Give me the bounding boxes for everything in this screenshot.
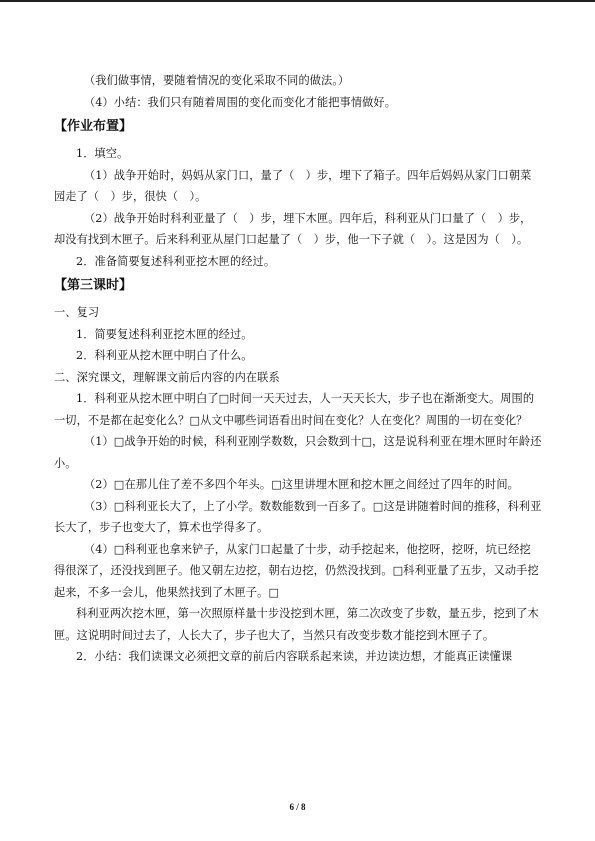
paragraph-text: （我们做事情，要随着情况的变化采取不同的做法。） [84,74,350,87]
paragraph-text: （1）□战争开始的时候，科利亚刚学数数，只会数到十□，这是说科利亚在埋木匣时年龄还小。 [54,435,542,470]
paragraph-text: 二、深究课文，理解课文前后内容的内在联系 [54,370,280,384]
paragraph-text: （4）□科利亚也拿来铲子，从家门口起量了十步，动手挖起来，他挖呀，挖呀，坑已经挖得很深了，还没找到匣子。他又朝左边挖，朝右边挖，仍然没找到。□科利亚量了五步，又动手挖起来，不多一会儿，他果然找到了木匣子。□ [54,542,539,599]
paragraph-text: 科利亚两次挖木匣，第一次照原样量十步没挖到木匣，第二次改变了步数，量五步，挖到了木匣。这说明时间过去了，人长大了，步子也大了，当然只有改变步数才能挖到木匣子了。 [54,607,539,642]
paragraph-text: 1．简要复述科利亚挖木匣的经过。 [76,327,253,341]
section-heading: 【第三课时】 [54,278,133,293]
paragraph-text: （1）战争开始时，妈妈从家门口，量了（ ）步，埋下了箱子。四年后妈妈从家门口朝菜园走了（ ）步，很快（ ）。 [54,168,532,203]
section-heading: 【作业布置】 [54,119,133,134]
paragraph-text: 2．准备简要复述科利亚挖木匣的经过。 [76,254,276,268]
paragraph-text: 1．科利亚从挖木匣中明白了□时间一天天过去，人一天天长大，步子也在渐渐变大。周围的一切，不是都在起变化么？□从文中哪些词语看出时间在变化？人在变化？周围的一切在变化？ [54,392,535,427]
paragraph-text: （2）□在那儿住了差不多四个年头。□这里讲埋木匣和挖木匣之间经过了四年的时间。 [84,478,519,491]
paragraph-text: （4）小结：我们只有随着周围的变化而变化才能把事情做好。 [84,95,396,109]
page-number: 6 / 8 [289,802,306,812]
paragraph-text: 1．填空。 [76,147,129,160]
paragraph-text: 2．小结：我们读课文必须把文章的前后内容联系起来读，并边读边想，才能真正读懂课 [76,650,513,663]
paragraph-text: 一、复习 [54,306,100,319]
paragraph-text: （3）□科利亚长大了，上了小学。数数能数到一百多了。□这是讲随着时间的推移，科利亚长大了，步子也变大了，算术也学得多了。 [54,499,542,534]
top-border-line [0,0,595,2]
paragraph-text: （2）战争开始时科利亚量了（ ）步，埋下木匣。四年后，科利亚从门口量了（ ）步，却没有找到木匣子。后来科利亚从屋门口起量了（ ）步，他一下子就（ ）。这是因为（ ）。 [54,211,532,246]
paragraph-text: 2．科利亚从挖木匣中明白了什么。 [76,349,253,362]
document-body [54,70,542,668]
